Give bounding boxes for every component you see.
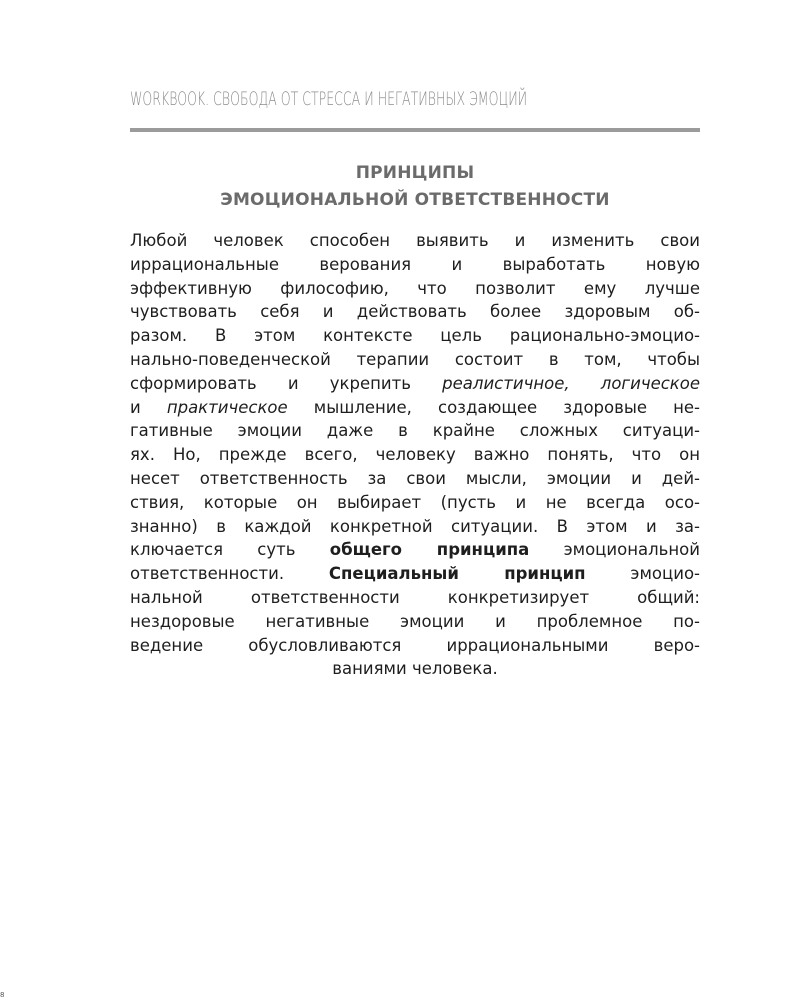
line-text: сформировать и укрепить (130, 373, 443, 393)
line-text: мышление, создающее здоровые не- (287, 397, 701, 417)
paragraph-line (130, 467, 700, 491)
paragraph-line (130, 586, 700, 610)
bold-term: общего принципа (329, 540, 530, 560)
body-paragraph (130, 229, 700, 681)
line-text: иррациональные верования и выработать новую (130, 254, 700, 274)
line-text: Любой человек способен выявить и изменить свои (130, 231, 700, 250)
line-text: эффективную философию, что позволит ему лучше (130, 278, 700, 298)
page-number: 8 (0, 991, 5, 999)
section-title-line-2: ЭМОЦИОНАЛЬНОЙ ОТВЕТСТВЕННОСТИ (220, 190, 610, 210)
line-text: нально-поведенческой терапии состоит в том, чтобы (130, 349, 700, 369)
paragraph-line (130, 253, 700, 277)
paragraph-line (130, 300, 700, 324)
line-text: несет ответственность за свои мысли, эмоции и дей- (130, 468, 700, 488)
line-text: нальной ответственности конкретизирует общий: (130, 587, 700, 607)
line-text: ответственности. (130, 564, 329, 584)
paragraph-line (130, 657, 700, 681)
paragraph-line (130, 538, 700, 562)
paragraph-line (130, 634, 700, 658)
line-text: разом. В этом контексте цель рационально-эмоцио- (130, 326, 700, 346)
emphasis-text: реалистичное, логическое (442, 373, 700, 393)
line-text: чувствовать себя и действовать более здоровым об- (130, 302, 700, 322)
paragraph-line (130, 372, 700, 396)
line-text: гативные эмоции даже в крайне сложных ситуаци- (130, 421, 700, 441)
header-divider (130, 128, 700, 132)
bold-term: Специальный принцип (328, 564, 586, 584)
running-header: WORKBOOK. СВОБОДА ОТ СТРЕССА И НЕГАТИВНЫХ ЭМОЦИЙ (130, 88, 528, 110)
line-text: эмоциональной (529, 540, 700, 560)
paragraph-line (130, 324, 700, 348)
line-text: знанно) в каждой конкретной ситуации. В этом и за- (130, 516, 700, 536)
line-text: и (130, 397, 167, 417)
line-text: ствия, которые он выбирает (пусть и не всегда осо- (130, 492, 700, 512)
line-text: ключается суть (130, 540, 330, 560)
paragraph-line (130, 348, 700, 372)
paragraph-line (130, 491, 700, 515)
paragraph-line (130, 419, 700, 443)
paragraph-line (130, 396, 700, 420)
paragraph-line (130, 443, 700, 467)
line-text: нездоровые негативные эмоции и проблемное по- (130, 611, 700, 631)
paragraph-line (130, 229, 700, 253)
line-text: ваниями человека. (332, 659, 498, 679)
paragraph-line (130, 562, 700, 586)
emphasis-text: практическое (166, 397, 288, 417)
line-text: эмоцио- (585, 564, 700, 584)
section-title-line-1: ПРИНЦИПЫ (355, 163, 475, 183)
paragraph-line (130, 610, 700, 634)
line-text: ведение обусловливаются иррациональными веро- (130, 635, 700, 655)
section-title (130, 160, 700, 214)
paragraph-line (130, 515, 700, 539)
line-text: ях. Но, прежде всего, человеку важно понять, что он (130, 445, 700, 465)
paragraph-line (130, 277, 700, 301)
